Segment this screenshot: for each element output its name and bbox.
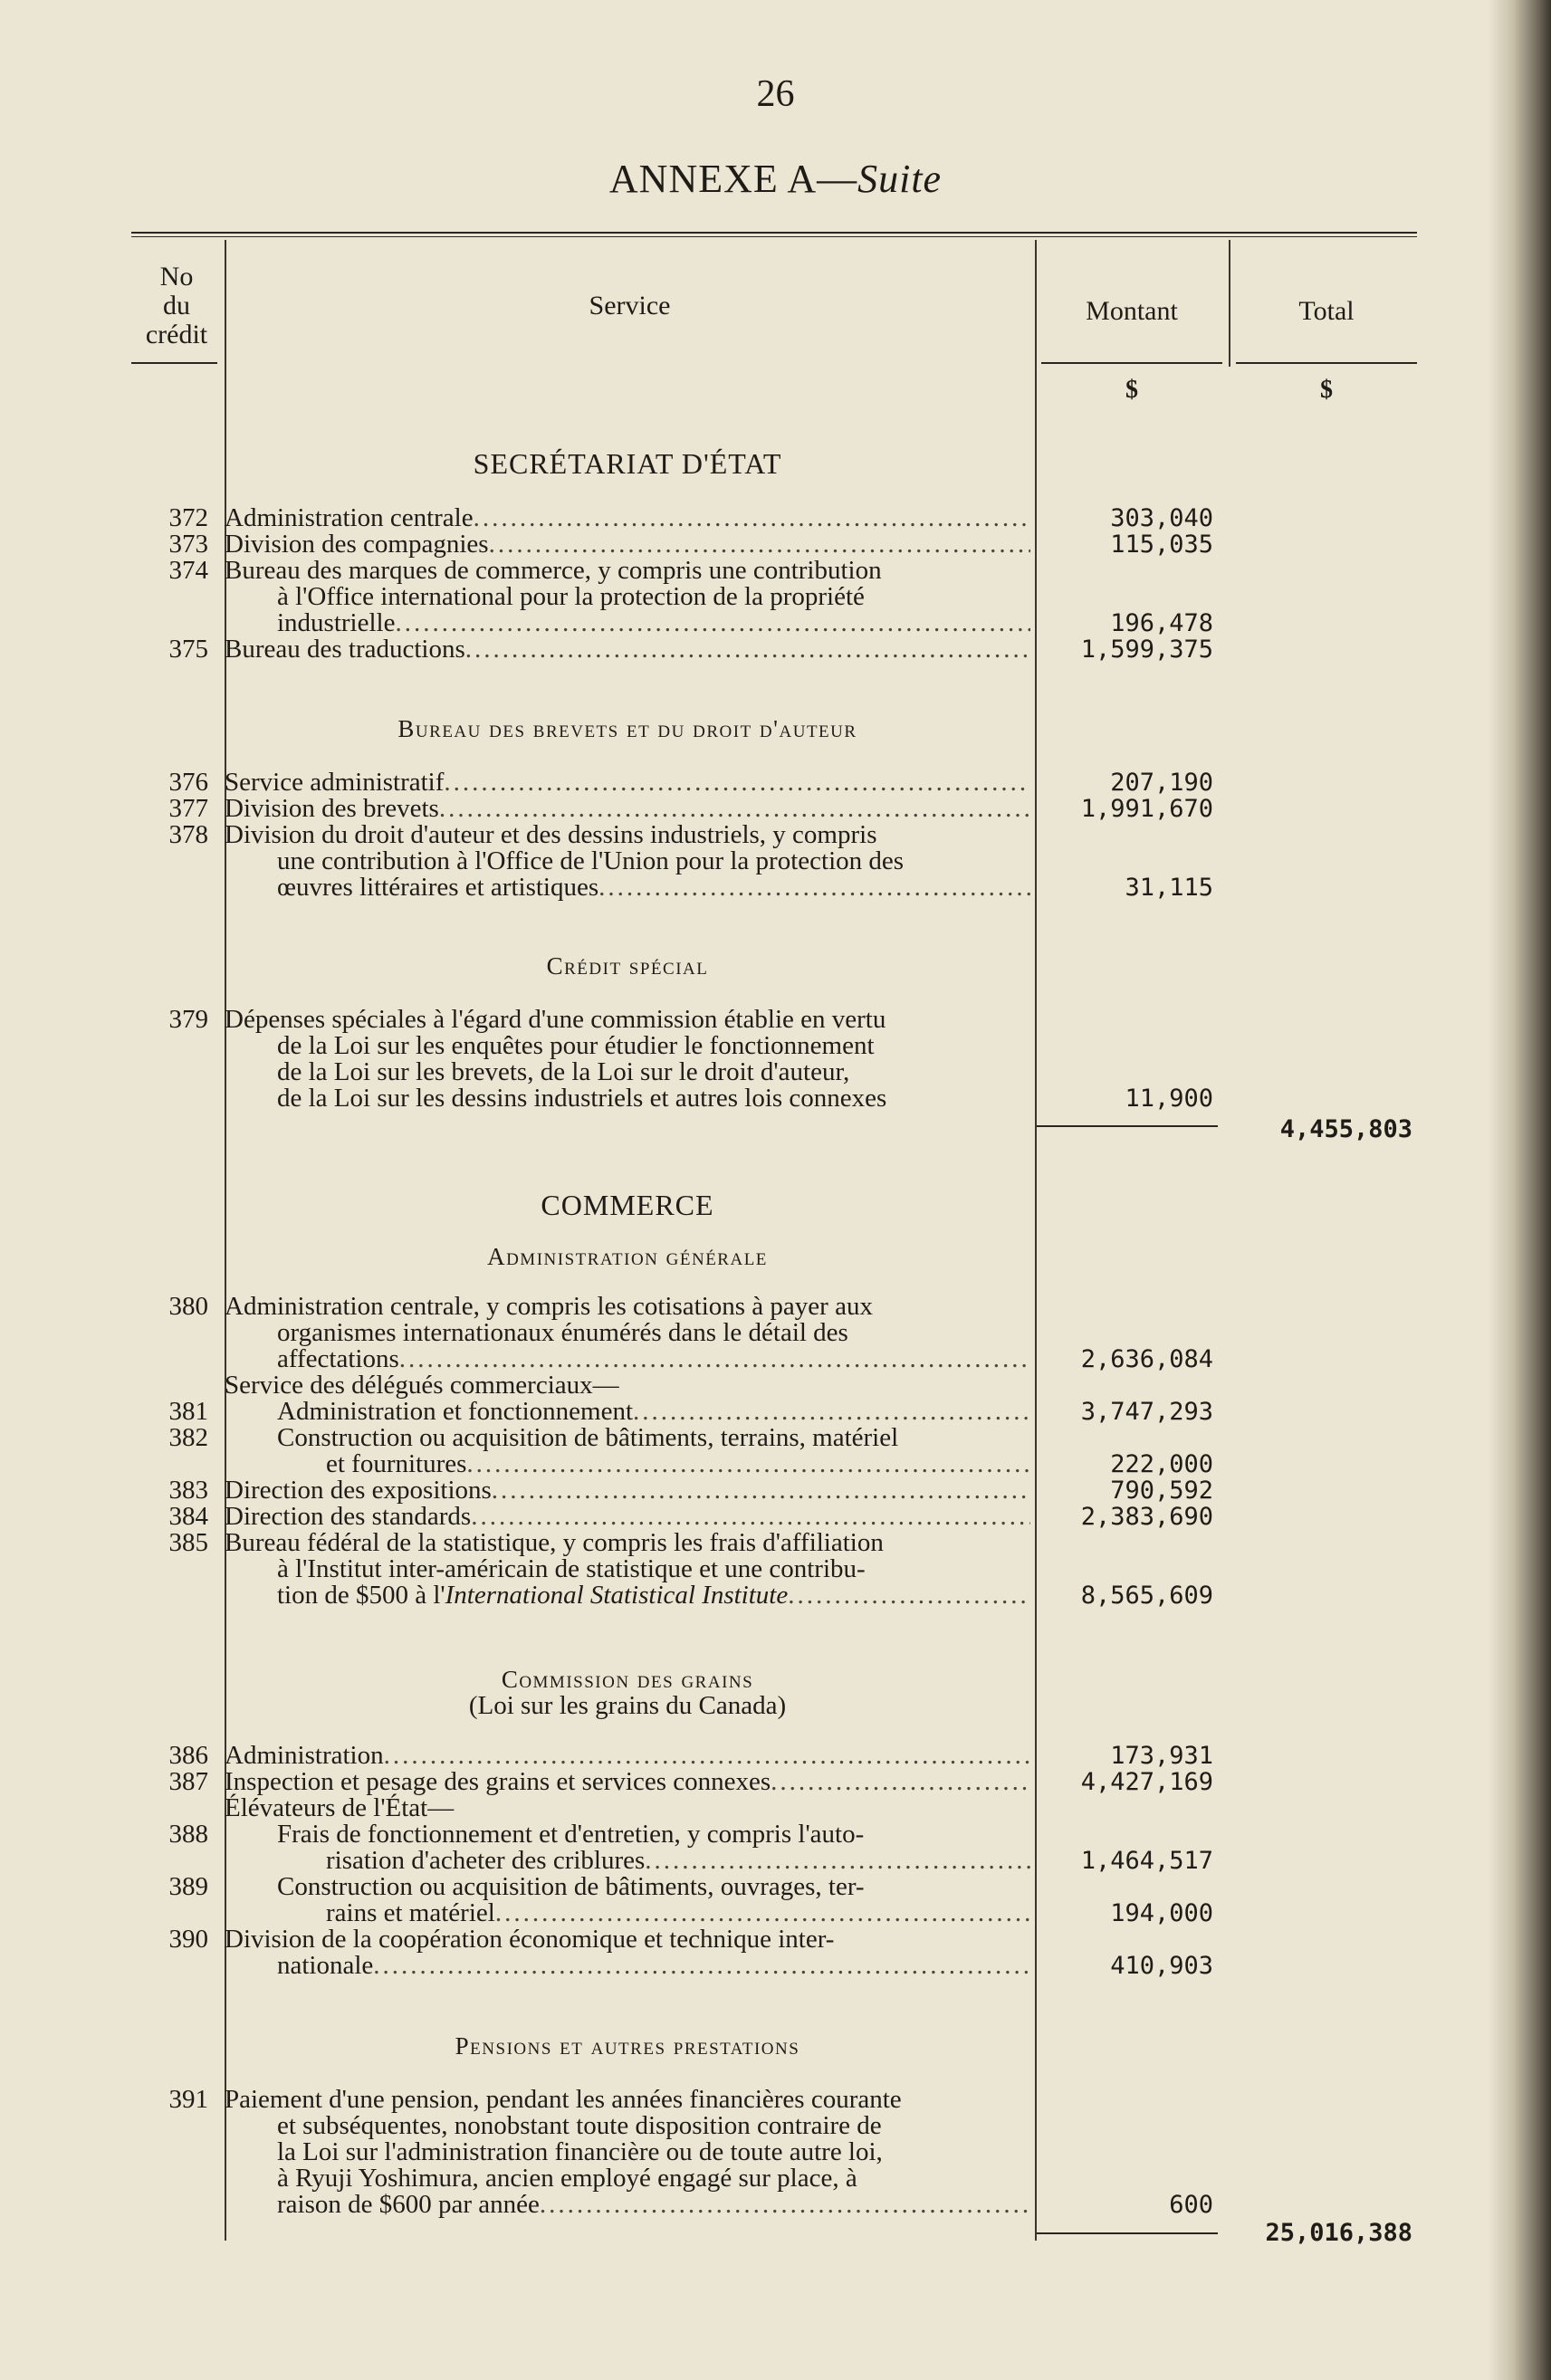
- credit-amount: 222,000: [1110, 1450, 1213, 1478]
- desc-line: Administration centrale, y compris les cotisations à payer aux: [225, 1294, 873, 1320]
- credit-number: 386: [168, 1741, 208, 1770]
- header-credit-du: du: [163, 291, 190, 320]
- credit-number: 385: [168, 1528, 208, 1557]
- credit-amount: 115,035: [1110, 530, 1213, 559]
- desc-line: Service administratif: [225, 769, 445, 796]
- credit-description: [225, 1821, 1030, 1874]
- leader-dots: [540, 2192, 1030, 2218]
- credit-number: 384: [168, 1502, 208, 1531]
- credit-number: 378: [168, 820, 208, 849]
- header-rule-montant: [1041, 362, 1222, 364]
- credit-number: 379: [168, 1005, 208, 1034]
- credit-description: [225, 822, 1030, 901]
- credit-description: [225, 531, 1030, 558]
- credit-number: 377: [168, 794, 208, 823]
- desc-line: Bureau des traductions: [225, 636, 465, 663]
- section-total: 4,455,803: [1279, 1115, 1412, 1143]
- desc-line: de la Loi sur les brevets, de la Loi sur le droit d'auteur,: [277, 1059, 850, 1085]
- header-montant: Montant: [1086, 296, 1178, 326]
- currency-montant: $: [1125, 376, 1138, 404]
- credit-number: 375: [168, 635, 208, 664]
- header-credit: [127, 263, 226, 349]
- page-edge-shadow: [1488, 0, 1551, 2380]
- credit-amount: 790,592: [1110, 1477, 1213, 1505]
- section-commerce: COMMERCE: [541, 1189, 714, 1221]
- credit-number: 380: [168, 1292, 208, 1321]
- credit-number: 374: [168, 556, 208, 585]
- header-rule-credit: [131, 362, 217, 364]
- credit-description: [225, 636, 1030, 663]
- section-grains: Commission des grains: [501, 1666, 754, 1693]
- section-credit-special: Crédit spécial: [546, 952, 709, 980]
- section-secretariat: SECRÉTARIAT D'ÉTAT: [473, 447, 782, 480]
- credit-description: [225, 796, 1030, 822]
- desc-line: Construction ou acquisition de bâtiments, ouvrages, ter-: [277, 1874, 865, 1900]
- credit-description: [225, 1477, 1030, 1504]
- desc-line: affectations: [277, 1346, 399, 1372]
- credit-amount: 11,900: [1125, 1085, 1213, 1113]
- desc-line: et subséquentes, nonobstant toute disposition contraire de: [277, 2113, 882, 2139]
- desc-line: à l'Institut inter-américain de statistique et une contribu-: [277, 1556, 866, 1582]
- desc-line: Division de la coopération économique et technique inter-: [225, 1926, 835, 1953]
- desc-line: Division du droit d'auteur et des dessins industriels, y compris: [225, 822, 877, 848]
- desc-line: une contribution à l'Office de l'Union pour la protection des: [277, 848, 905, 875]
- desc-line: de la Loi sur les enquêtes pour étudier le fonctionnement: [277, 1033, 875, 1059]
- credit-amount: 600: [1169, 2191, 1213, 2219]
- credit-amount: 4,427,169: [1080, 1768, 1213, 1796]
- page-number: 26: [756, 73, 795, 115]
- credit-amount: 194,000: [1110, 1899, 1213, 1927]
- desc-line: Administration: [225, 1743, 384, 1769]
- leader-dots: [645, 1848, 1030, 1874]
- divider-montant-total: [1229, 240, 1230, 367]
- desc-line: la Loi sur l'administration financière ou de toute autre loi,: [277, 2139, 883, 2165]
- credit-description: [225, 1425, 1030, 1477]
- desc-line: risation d'acheter des criblures: [326, 1848, 646, 1874]
- desc-line: raison de $600 par année: [277, 2192, 540, 2218]
- grand-total: 25,016,388: [1265, 2219, 1412, 2247]
- credit-number: 372: [168, 503, 208, 532]
- credit-description: [225, 1504, 1030, 1530]
- desc-line: Division des brevets: [225, 796, 439, 822]
- desc-line: organismes internationaux énumérés dans le détail des: [277, 1320, 848, 1346]
- credit-description: [225, 1769, 1030, 1795]
- header-rule-total: [1236, 362, 1417, 364]
- credit-description: [225, 769, 1030, 796]
- credit-number: 376: [168, 768, 208, 797]
- leader-dots: [466, 1451, 1030, 1477]
- credit-amount: 3,747,293: [1080, 1398, 1213, 1426]
- credit-amount: 2,636,084: [1080, 1345, 1213, 1373]
- leader-dots: [471, 1504, 1030, 1530]
- desc-line: Administration et fonctionnement: [277, 1399, 634, 1425]
- leader-dots: [444, 769, 1030, 796]
- desc-line: rains et matériel: [326, 1900, 495, 1926]
- leader-dots: [489, 531, 1030, 558]
- credit-description: [225, 1926, 1030, 1979]
- credit-amount: 31,115: [1125, 874, 1213, 902]
- leader-dots: [384, 1743, 1030, 1769]
- desc-line: Dépenses spéciales à l'égard d'une commission établie en vertu: [225, 1007, 886, 1033]
- desc-line: à Ryuji Yoshimura, ancien employé engagé sur place, à: [277, 2165, 857, 2192]
- credit-description: [225, 558, 1030, 636]
- credit-amount: 207,190: [1110, 769, 1213, 797]
- credit-number: 389: [168, 1872, 208, 1901]
- section-admin-generale: Administration générale: [487, 1243, 768, 1270]
- credit-description: [225, 1530, 1030, 1609]
- divider-service-montant: [1035, 240, 1037, 2241]
- desc-line: tion de $500 à l': [277, 1582, 445, 1609]
- header-service: Service: [589, 291, 671, 320]
- subheading-elevateurs: Élévateurs de l'État—: [225, 1793, 455, 1822]
- leader-dots: [633, 1399, 1030, 1425]
- leader-dots: [495, 1900, 1030, 1926]
- credit-amount: 8,565,609: [1080, 1582, 1213, 1610]
- credit-description: [225, 2087, 1030, 2218]
- desc-line: Direction des expositions: [225, 1477, 492, 1504]
- leader-dots: [399, 1346, 1030, 1372]
- desc-line: Bureau fédéral de la statistique, y compris les frais d'affiliation: [225, 1530, 884, 1556]
- leader-dots: [771, 1769, 1030, 1795]
- credit-number: 373: [168, 530, 208, 559]
- desc-line: Administration centrale: [225, 505, 474, 531]
- desc-line: Inspection et pesage des grains et services connexes: [225, 1769, 771, 1795]
- credit-description: [225, 1007, 1030, 1112]
- credit-number: 382: [168, 1423, 208, 1452]
- desc-line: Bureau des marques de commerce, y compris une contribution: [225, 558, 882, 584]
- credit-number: 387: [168, 1767, 208, 1796]
- page-title: [0, 156, 1551, 202]
- title-suite: Suite: [857, 157, 943, 201]
- leader-dots: [373, 1953, 1030, 1979]
- desc-line: à l'Office international pour la protection de la propriété: [277, 584, 865, 610]
- desc-line: de la Loi sur les dessins industriels et autres lois connexes: [277, 1085, 887, 1112]
- leader-dots: [439, 796, 1030, 822]
- credit-amount: 1,464,517: [1080, 1847, 1213, 1875]
- leader-dots: [788, 1582, 1030, 1609]
- leader-dots: [474, 505, 1030, 531]
- desc-line: Construction ou acquisition de bâtiments, terrains, matériel: [277, 1425, 899, 1451]
- header-credit-credit: crédit: [145, 320, 208, 349]
- credit-description: [225, 1399, 1030, 1425]
- subheading-delegues: Service des délégués commerciaux—: [225, 1371, 619, 1400]
- header-total: Total: [1298, 296, 1355, 326]
- subtotal-rule: [1037, 1125, 1218, 1127]
- credit-amount: 196,478: [1110, 609, 1213, 637]
- credit-amount: 1,599,375: [1080, 636, 1213, 664]
- credit-number: 391: [168, 2085, 208, 2114]
- credit-description: [225, 1743, 1030, 1769]
- desc-line: nationale: [277, 1953, 374, 1979]
- section-brevets: Bureau des brevets et du droit d'auteur: [397, 715, 857, 742]
- leader-dots: [395, 610, 1030, 636]
- desc-line: et fournitures: [326, 1451, 467, 1477]
- section-grains-sub: (Loi sur les grains du Canada): [468, 1691, 787, 1720]
- desc-line: Direction des standards: [225, 1504, 472, 1530]
- credit-number: 383: [168, 1476, 208, 1505]
- desc-line: Paiement d'une pension, pendant les années financières courante: [225, 2087, 902, 2113]
- header-credit-no: No: [159, 262, 194, 292]
- desc-line-italic: International Statistical Institute: [445, 1582, 789, 1609]
- credit-amount: 173,931: [1110, 1742, 1213, 1770]
- leader-dots: [598, 875, 1030, 901]
- credit-amount: 2,383,690: [1080, 1503, 1213, 1531]
- subtotal-rule: [1037, 2232, 1218, 2234]
- top-double-rule: [131, 232, 1417, 237]
- leader-dots: [465, 636, 1030, 663]
- desc-line: Frais de fonctionnement et d'entretien, y compris l'auto-: [277, 1821, 865, 1848]
- credit-number: 390: [168, 1925, 208, 1954]
- credit-number: 388: [168, 1820, 208, 1849]
- desc-line: œuvres littéraires et artistiques: [277, 875, 599, 901]
- credit-amount: 1,991,670: [1080, 795, 1213, 823]
- desc-line: Division des compagnies: [225, 531, 489, 558]
- credit-amount: 410,903: [1110, 1952, 1213, 1980]
- section-pensions: Pensions et autres prestations: [455, 2032, 800, 2060]
- credit-amount: 303,040: [1110, 504, 1213, 532]
- leader-dots: [492, 1477, 1030, 1504]
- title-main: ANNEXE A—: [608, 157, 858, 201]
- currency-total: $: [1320, 376, 1333, 404]
- desc-line: industrielle: [277, 610, 396, 636]
- credit-description: [225, 1294, 1030, 1372]
- credit-description: [225, 1874, 1030, 1926]
- credit-description: [225, 505, 1030, 531]
- credit-number: 381: [168, 1397, 208, 1426]
